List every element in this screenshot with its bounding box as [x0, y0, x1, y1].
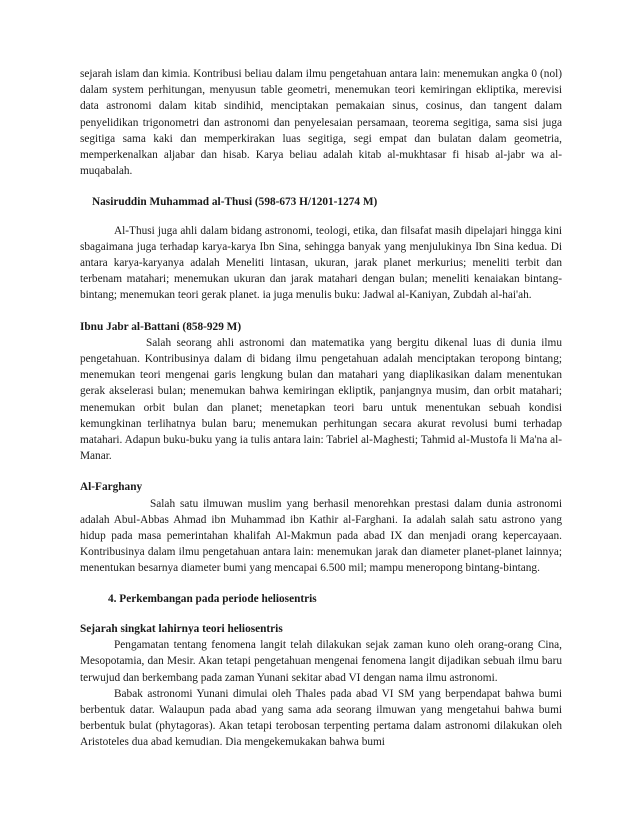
heading-periode-heliosentris: 4. Perkembangan pada periode heliosentris — [108, 592, 317, 605]
paragraph-al-thusi: Al-Thusi juga ahli dalam bidang astronomi, teologi, etika, dan filsafat masih dipelajari hingga kini sbagaimana juga terhadap karya-karya Ibn Sina, sehingga banyak yang menjulukinya Ibn Sina kedua. Di antara karya-karyanya adalah Meneliti lintasan, ukuran, jarak planet merkurius; meneliti terbit dan terbenam matahari; menemukan ukuran dan jarak matahari dengan bulan; meneliti kenaiakan bintang-bintang; menemukan teori gerak planet. ia juga menulis buku: Jadwal al-Kaniyan, Zubdah al-hai'ah. — [80, 224, 562, 302]
heading-sejarah-heliosentris: Sejarah singkat lahirnya teori heliosentris — [80, 622, 283, 635]
paragraph-babak-yunani: Babak astronomi Yunani dimulai oleh Thales pada abad VI SM yang berpendapat bahwa bumi berbentuk datar. Walaupun pada abad yang sama ada seorang ilmuwan yang mengetahui bahwa bumi berbentuk bulat (phytagoras). Akan tetapi terobosan terpenting pertama dalam astronomi dilakukan oleh Aristoteles dua abad kemudian. Dia mengekemukakan bahwa bumi — [80, 687, 562, 749]
heading-al-battani: Ibnu Jabr al-Battani (858-929 M) — [80, 320, 242, 333]
paragraph-kontribusi-kimia: sejarah islam dan kimia. Kontribusi beliau dalam ilmu pengetahuan antara lain: menemukan angka 0 (nol) dalam system perhitungan, menyusun table geometri, menemukan teori kemiringan ekliptika, merevisi data astronomi dalam kitab sindihid, menciptakan pemakaian sinus, cosinus, dan tangent dalam penyelidikan trigonometri dan astronomi dan penyelesaian persamaan, teorema segitiga, sama sisi juga segitiga sama kaki dan memperkirakan luas segitiga, segi empat dan bulatan dalam geometria, memperkenalkan aljabar dan hisab. Karya beliau adalah kitab al-mukhtasar fi hisab al-jabr wa al-muqabalah. — [80, 68, 562, 178]
heading-al-farghany: Al-Farghany — [80, 481, 143, 494]
paragraph-al-battani: Salah seorang ahli astronomi dan matematika yang bergitu dikenal luas di dunia ilmu pengetahuan. Kontribusinya dalam di bidang ilmu pengetahuan adalah menciptakan teropong bintang; menemukan teori mengenai garis lengkung bulan dan matahari yang diaplikasikan dalam menentukan gerak akselerasi bulan; menemukan bahwa kemiringan ekliptik, panjangnya musim, dan orbit matahari; menemukan orbit bulan dan planet; menetapkan teori baru untuk menentukan sebuah kondisi kemungkinan terlihatnya bulan baru; menemukan perhitungan secara akurat revolusi bumi terhadap matahari. Adapun buku-buku yang ia tulis antara lain: Tabriel al-Maghesti; Tahmid al-Mustofa li Ma'na al-Manar. — [80, 336, 562, 463]
heading-al-thusi: Nasiruddin Muhammad al-Thusi (598-673 H/1201-1274 M) — [92, 196, 378, 209]
paragraph-al-farghany: Salah satu ilmuwan muslim yang berhasil menorehkan prestasi dalam dunia astronomi adalah Abul-Abbas Ahmad ibn Muhammad ibn Kathir al-Farghani. Ia adalah salah satu astrono yang hidup pada masa pemerintahan khalifah Al-Makmun pada abad IX dan menjadi orang kepercayaan. Kontribusinya dalam ilmu pengetahuan antara lain: menemukan jarak dan diameter planet-planet lainnya; menentukan besarnya diameter bumi yang mencapai 6.500 mil; mampu meneropong bintang-bintang. — [80, 497, 562, 575]
paragraph-pengamatan: Pengamatan tentang fenomena langit telah dilakukan sejak zaman kuno oleh orang-orang Cina, Mesopotamia, dan Mesir. Akan tetapi pengetahuan mengenai fenomena langit dijadikan sebuah ilmu baru terwujud dan berkembang pada zaman Yunani sekitar abad VI dengan nama ilmu astronomi. — [80, 639, 562, 684]
